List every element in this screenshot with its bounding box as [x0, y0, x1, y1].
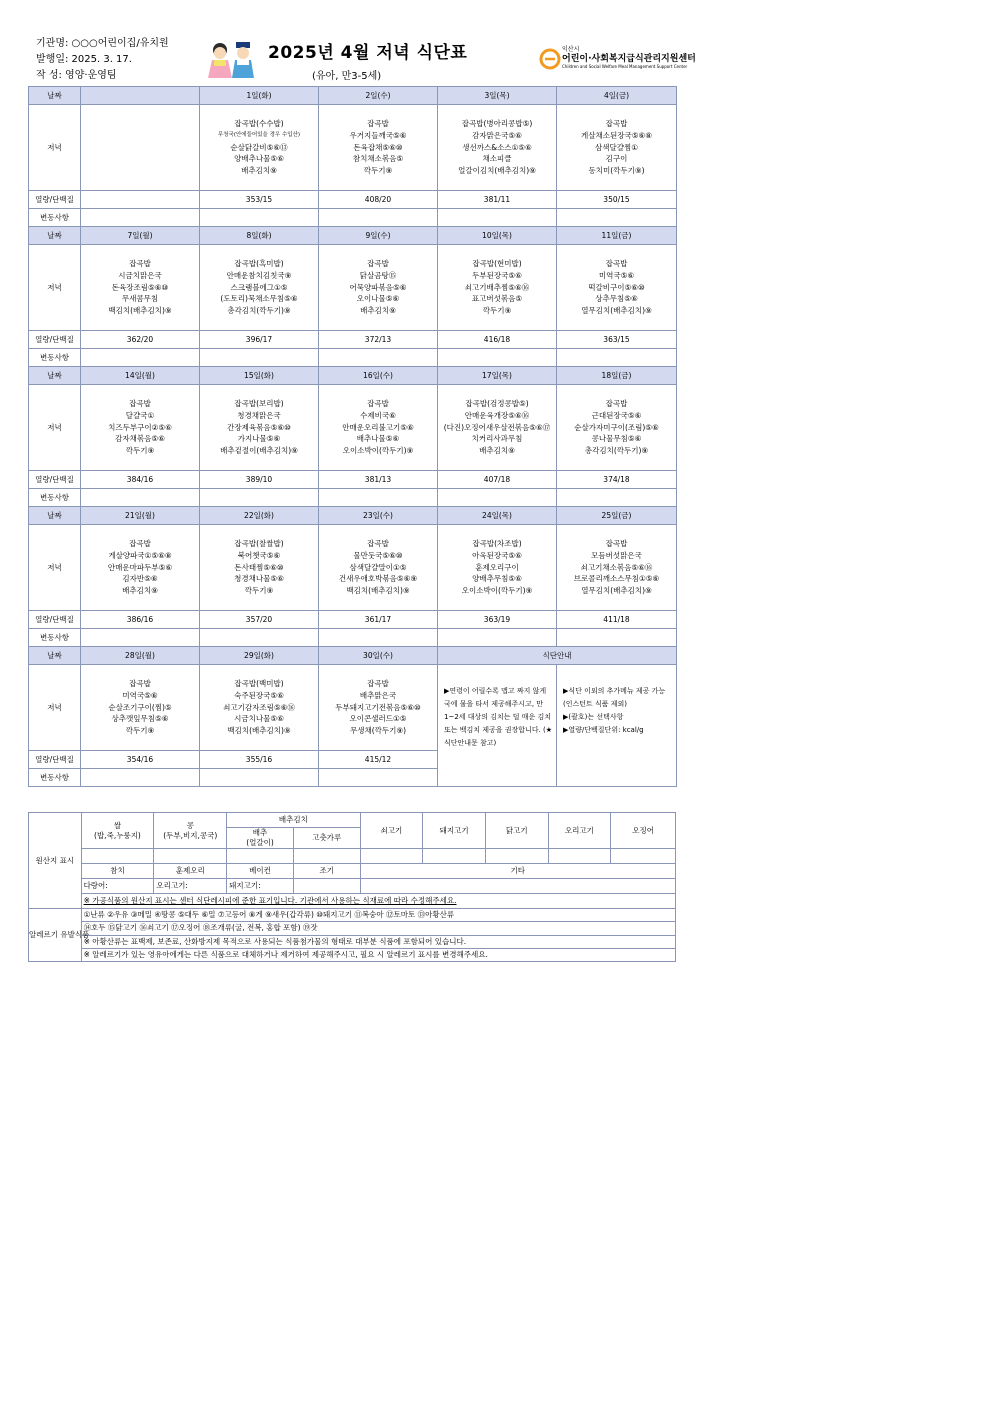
origin-value — [485, 849, 548, 864]
day-kcal: 408/20 — [319, 191, 438, 209]
guide-right-line: (인스턴트 식품 제외) — [563, 700, 628, 708]
origin-label: 원산지 표시 — [29, 813, 82, 909]
day-menu — [81, 665, 200, 751]
day-kcal: 363/19 — [438, 611, 557, 629]
day-menu — [81, 385, 200, 471]
day-menu — [81, 245, 200, 331]
menu-item: 잡곡밥 — [129, 399, 151, 408]
dinner-row — [29, 105, 677, 191]
allergy-line-3: ※ 아황산류는 표백제, 보존료, 산화방지제 목적으로 사용되는 식품첨가물의 형태로 대부분 식품에 포함되어 있습니다. — [81, 935, 675, 948]
menu-item: 감자채볶음⑤⑥ — [115, 434, 165, 444]
day-change — [200, 769, 319, 787]
menu-item: 백김치(배추김치)⑨ — [346, 586, 410, 596]
day-kcal: 363/15 — [557, 331, 677, 349]
menu-item: 배추겉절이(배추김치)⑨ — [220, 446, 298, 456]
menu-item: 쇠고기채소볶음⑤⑥⑯ — [580, 562, 653, 572]
origin-value — [423, 849, 486, 864]
menu-item: 김자반⑤⑥ — [122, 574, 158, 584]
menu-item: 잡곡밥(병아리콩밥⑤) — [461, 119, 533, 128]
menu-item: 브로콜리깨소스무침①⑤⑥ — [573, 574, 660, 584]
change-label: 변동사항 — [29, 629, 81, 647]
day-change — [557, 349, 677, 367]
menu-item: 우거지들깨국⑤⑥ — [349, 130, 407, 140]
author: 작 성: 영양·운영팀 — [36, 70, 117, 81]
day-menu — [319, 665, 438, 751]
origin-table — [28, 812, 676, 962]
menu-item: 오이콘샐러드①⑤ — [349, 714, 407, 724]
menu-item: 잡곡밥 — [605, 259, 628, 268]
menu-item: 동치미(깍두기⑨) — [588, 166, 645, 176]
origin-value — [611, 849, 676, 864]
day-change — [81, 489, 200, 507]
origin-note: ※ 가공식품의 원산지 표시는 센터 식단레시피에 준한 표기입니다. 기관에서 사용하는 식재료에 따라 수정해주세요. — [81, 894, 675, 909]
origin-beef: 쇠고기 — [360, 813, 423, 849]
day-date: 25일(금) — [557, 507, 677, 525]
day-date: 7일(월) — [81, 227, 200, 245]
day-menu — [557, 525, 677, 611]
day-change — [81, 769, 200, 787]
day-menu — [81, 525, 200, 611]
day-menu — [81, 105, 200, 191]
day-kcal — [81, 191, 200, 209]
day-change — [438, 349, 557, 367]
day-date: 22일(화) — [200, 507, 319, 525]
menu-item: 시금치나물⑤⑥ — [234, 714, 284, 724]
day-change — [319, 629, 438, 647]
day-menu — [557, 245, 677, 331]
day-change — [319, 209, 438, 227]
day-date: 8일(화) — [200, 227, 319, 245]
kcal-label: 열량/단백질 — [29, 611, 81, 629]
kcal-row — [29, 611, 677, 629]
guide-right-line: ▶(괄호)는 선택사항 — [563, 713, 624, 721]
day-menu — [438, 105, 557, 191]
logo-city: 익산시 — [562, 46, 580, 53]
day-change — [81, 209, 200, 227]
logo-english: Children and Social Welfare Meal Management Support Center — [562, 64, 688, 69]
menu-item: 미역국⑤⑥ — [598, 270, 635, 280]
date-row — [29, 227, 677, 245]
menu-item: 북어챗국⑤⑥ — [237, 550, 281, 560]
day-change — [438, 209, 557, 227]
day-date: 11일(금) — [557, 227, 677, 245]
menu-item: 안매운오리불고기⑤⑥ — [342, 422, 414, 432]
menu-item: 안매운마파두부⑤⑥ — [107, 562, 173, 572]
origin-duck-label: 오리고기: — [154, 879, 227, 894]
menu-item: 잡곡밥(차조밥) — [472, 539, 522, 548]
menu-item: 청경채나물⑤⑥ — [234, 574, 284, 584]
allergy-label: 알레르기 유발식품 — [29, 909, 82, 962]
day-kcal: 389/10 — [200, 471, 319, 489]
kids-illustration — [204, 38, 260, 80]
dinner-label: 저녁 — [29, 385, 81, 471]
day-kcal: 353/15 — [200, 191, 319, 209]
day-menu — [200, 105, 319, 191]
menu-item: 스크램블에그①⑤ — [230, 282, 288, 292]
day-change — [200, 629, 319, 647]
dinner-row — [29, 665, 677, 751]
menu-item: 배추김치⑨ — [241, 166, 277, 176]
menu-item: 달걀국① — [125, 410, 155, 420]
menu-item: 안매운육개장⑤⑥⑯ — [464, 410, 530, 420]
menu-item: 배추나물⑤⑥ — [356, 434, 400, 444]
day-menu — [438, 385, 557, 471]
menu-item: 시금치맑은국 — [118, 270, 162, 280]
day-kcal: 372/13 — [319, 331, 438, 349]
menu-item: (도토리)묵채소무침⑤⑥ — [220, 294, 298, 304]
day-menu — [319, 385, 438, 471]
dinner-label: 저녁 — [29, 245, 81, 331]
dinner-label: 저녁 — [29, 525, 81, 611]
day-menu — [319, 245, 438, 331]
menu-item: 숙주된장국⑤⑥ — [234, 690, 284, 700]
date-label: 날짜 — [29, 647, 81, 665]
menu-item: 잡곡밥(찰쌀밥) — [234, 539, 284, 548]
menu-item: 청경채맑은국 — [237, 410, 281, 420]
origin-duck: 오리고기 — [548, 813, 611, 849]
menu-item: 게살양파국①⑤⑥⑧ — [108, 550, 172, 560]
day-change — [557, 489, 677, 507]
origin-value — [81, 849, 154, 864]
date-label: 날짜 — [29, 367, 81, 385]
menu-item: 깍두기⑨ — [482, 306, 512, 316]
menu-item: 총각김치(깍두기)⑨ — [584, 446, 649, 456]
menu-item: 근대된장국⑤⑥ — [591, 410, 642, 420]
menu-item: 잡곡밥 — [367, 399, 389, 408]
dinner-label: 저녁 — [29, 105, 81, 191]
day-kcal: 381/13 — [319, 471, 438, 489]
menu-item: 백김치(배추김치)⑨ — [108, 306, 172, 316]
day-menu — [200, 665, 319, 751]
day-date: 29일(화) — [200, 647, 319, 665]
change-label: 변동사항 — [29, 349, 81, 367]
menu-item: 가지나물⑤⑥ — [237, 434, 281, 444]
day-menu — [438, 525, 557, 611]
logo-name: 어린이·사회복지급식관리지원센터 — [562, 54, 696, 64]
day-menu — [319, 105, 438, 191]
day-kcal: 361/17 — [319, 611, 438, 629]
day-kcal: 355/16 — [200, 751, 319, 769]
change-row — [29, 629, 677, 647]
allergy-line-1: ①난류 ②우유 ③메밀 ④땅콩 ⑤대두 ⑥밀 ⑦고등어 ⑧게 ⑨새우(갑각류) ⑩돼지고기 ⑪복숭아 ⑫토마토 ⑬아황산류 — [81, 909, 675, 922]
menu-item: 배추김치⑨ — [479, 446, 515, 456]
origin-value — [293, 879, 360, 894]
menu-item: 잡곡밥(백미밥) — [234, 679, 284, 688]
day-change — [319, 489, 438, 507]
menu-item: 어묵양파볶음⑤⑥ — [349, 282, 407, 292]
change-label: 변동사항 — [29, 769, 81, 787]
day-date: 1일(화) — [200, 87, 319, 105]
day-kcal: 357/20 — [200, 611, 319, 629]
menu-item: 순살조기구이(찜)⑤ — [108, 702, 172, 712]
menu-item: 두부돼지고기전볶음⑤⑥⑩ — [335, 702, 421, 712]
institution-name: 기관명: ○○○어린이집/유치원 — [36, 38, 169, 49]
guide-right-line: ▶열량/단백질단위: kcal/g — [563, 726, 644, 734]
origin-value — [154, 849, 227, 864]
date-label: 날짜 — [29, 507, 81, 525]
menu-item: 무생채(깍두기⑨) — [349, 726, 407, 736]
day-date: 2일(수) — [319, 87, 438, 105]
menu-item: 미역국⑤⑥ — [122, 690, 158, 700]
menu-item: 건새우애호박볶음⑤⑥⑨ — [338, 574, 418, 584]
guide-right-line: ▶식단 이외의 추가메뉴 제공 가능 — [563, 687, 666, 695]
menu-item: 오이나물⑤⑥ — [356, 294, 400, 304]
kcal-label: 열량/단백질 — [29, 331, 81, 349]
day-kcal: 386/16 — [81, 611, 200, 629]
dinner-row — [29, 525, 677, 611]
day-change — [438, 489, 557, 507]
date-row — [29, 367, 677, 385]
day-kcal: 350/15 — [557, 191, 677, 209]
day-date: 21일(월) — [81, 507, 200, 525]
day-change — [557, 629, 677, 647]
change-label: 변동사항 — [29, 489, 81, 507]
day-kcal: 415/12 — [319, 751, 438, 769]
origin-croaker: 조기 — [293, 864, 360, 879]
origin-pork: 돼지고기 — [423, 813, 486, 849]
menu-item: 감자맑은국⑤⑥ — [472, 130, 522, 140]
menu-item: (다진)오징어새우살전볶음⑤⑥⑰ — [443, 422, 551, 432]
day-kcal: 416/18 — [438, 331, 557, 349]
menu-item: 아욱된장국⑤⑥ — [472, 550, 522, 560]
menu-item: 잡곡밥 — [605, 119, 628, 128]
logo-icon — [540, 46, 560, 72]
day-date: 17일(목) — [438, 367, 557, 385]
kcal-label: 열량/단백질 — [29, 751, 81, 769]
date-label: 날짜 — [29, 87, 81, 105]
menu-item: 배추김치⑨ — [122, 586, 158, 596]
change-label: 변동사항 — [29, 209, 81, 227]
menu-item: 배추김치⑨ — [360, 306, 396, 316]
menu-item: 삼색달걀찜① — [595, 142, 638, 152]
day-menu — [319, 525, 438, 611]
origin-value — [293, 849, 360, 864]
menu-item: 잡곡밥(수수밥) — [234, 119, 284, 128]
day-change — [81, 629, 200, 647]
day-kcal: 411/18 — [557, 611, 677, 629]
guide-left: ▶연령이 어릴수록 맵고 짜지 않게 국에 물을 타서 제공해주시고, 만1~2세 대상의 김치는 덜 매운 김치 또는 백김치 제공을 권장합니다. (★식단안내문 참고) — [438, 665, 557, 787]
day-change — [81, 349, 200, 367]
menu-item: 배추맑은국 — [359, 690, 397, 700]
dinner-label: 저녁 — [29, 665, 81, 751]
menu-item: 깍두기⑨ — [125, 446, 155, 456]
kcal-row — [29, 191, 677, 209]
date-row — [29, 507, 677, 525]
menu-item: 잡곡밥(검정콩밥⑤) — [465, 399, 529, 408]
day-date: 3일(목) — [438, 87, 557, 105]
menu-item: 양배추무침⑤⑥ — [472, 574, 522, 584]
day-change — [438, 629, 557, 647]
day-kcal: 374/18 — [557, 471, 677, 489]
origin-smoked-duck: 훈제오리 — [154, 864, 227, 879]
menu-item: 상추깻잎무침⑤⑥ — [111, 714, 169, 724]
dinner-row — [29, 385, 677, 471]
day-date: 10일(목) — [438, 227, 557, 245]
kcal-row — [29, 331, 677, 349]
menu-item: 열무김치(배추김치)⑨ — [581, 306, 652, 316]
day-date: 30일(수) — [319, 647, 438, 665]
day-kcal: 407/18 — [438, 471, 557, 489]
menu-table — [28, 86, 677, 787]
change-row — [29, 209, 677, 227]
kcal-row — [29, 471, 677, 489]
menu-item: 오이소박이(깍두기)⑨ — [461, 586, 533, 596]
origin-value — [360, 879, 675, 894]
menu-item: 잡곡밥 — [367, 679, 389, 688]
day-change — [200, 489, 319, 507]
day-date: 23일(수) — [319, 507, 438, 525]
day-change — [557, 209, 677, 227]
menu-item: 돈사태찜⑤⑥⑩ — [234, 562, 284, 572]
menu-item: 모듬버섯맑은국 — [591, 550, 642, 560]
day-kcal: 362/20 — [81, 331, 200, 349]
menu-item: 깍두기⑨ — [244, 586, 274, 596]
menu-item: 양배추나물⑤⑥ — [234, 154, 284, 164]
menu-item: 잡곡밥(현미밥) — [472, 259, 522, 268]
menu-item: 열무김치(배추김치)⑨ — [581, 586, 652, 596]
kcal-label: 열량/단백질 — [29, 191, 81, 209]
origin-rice: 쌀 (밥,죽,누룽지) — [81, 813, 154, 849]
origin-kimchi: 배추김치 — [227, 813, 360, 828]
origin-bean: 콩 (두부,비지,콩국) — [154, 813, 227, 849]
kcal-label: 열량/단백질 — [29, 471, 81, 489]
day-kcal: 381/11 — [438, 191, 557, 209]
menu-item: 순살닭갈비⑤⑥⑬ — [230, 142, 288, 152]
menu-item: 참치채소볶음⑤ — [352, 154, 404, 164]
origin-bacon: 베이컨 — [227, 864, 294, 879]
day-date: 16일(수) — [319, 367, 438, 385]
day-kcal: 354/16 — [81, 751, 200, 769]
origin-value — [360, 849, 423, 864]
menu-item: 닭살곰탕⑮ — [359, 270, 397, 280]
origin-pepper: 고춧가루 — [293, 828, 360, 849]
menu-item: 돈육잡채⑤⑥⑩ — [353, 142, 403, 152]
origin-value — [227, 849, 294, 864]
menu-item: 떡갈비구이⑤⑥⑩ — [588, 282, 645, 292]
menu-item: 물만둣국⑤⑥⑩ — [353, 550, 403, 560]
menu-item: 오이소박이(깍두기)⑨ — [342, 446, 414, 456]
menu-item: 잡곡밥 — [129, 259, 151, 268]
origin-tuna: 참치 — [81, 864, 154, 879]
menu-item: 삼색달걀말이①⑤ — [349, 562, 407, 572]
change-row — [29, 349, 677, 367]
allergy-line-2: ⑭호두 ⑮닭고기 ⑯쇠고기 ⑰오징어 ⑱조개류(굴, 전복, 홍합 포함) ⑲잣 — [81, 922, 675, 935]
menu-item: 잡곡밥(흑미밥) — [234, 259, 284, 268]
menu-item: 잡곡밥 — [605, 539, 628, 548]
menu-item: 잡곡밥 — [129, 679, 151, 688]
day-menu — [200, 525, 319, 611]
menu-item: 게살채소된장국⑤⑥⑧ — [581, 130, 652, 140]
menu-item: 수제비국⑥ — [360, 410, 396, 420]
menu-item: 치즈두부구이②⑤⑥ — [108, 422, 172, 432]
menu-item: 훈제오리구이 — [475, 562, 519, 572]
menu-item: 치커리사과무침 — [471, 434, 523, 444]
day-menu — [200, 245, 319, 331]
menu-item: 깍두기⑨ — [363, 166, 393, 176]
menu-item: 잡곡밥 — [129, 539, 151, 548]
day-date — [81, 87, 200, 105]
origin-pork-label: 돼지고기: — [227, 879, 294, 894]
menu-item: 잡곡밥 — [605, 399, 628, 408]
day-date: 15일(화) — [200, 367, 319, 385]
day-menu — [200, 385, 319, 471]
guide-title: 식단안내 — [438, 647, 677, 665]
menu-item: 안매운참치김칫국⑨ — [226, 270, 292, 280]
center-logo — [540, 44, 696, 74]
day-date: 28일(월) — [81, 647, 200, 665]
menu-item: 무청국(안에들어있을 경우 수입산) — [217, 131, 301, 138]
menu-item: 돈육장조림⑤⑥⑩ — [111, 282, 169, 292]
origin-squid: 오징어 — [611, 813, 676, 849]
dinner-row — [29, 245, 677, 331]
menu-item: 두부된장국⑤⑥ — [472, 270, 522, 280]
change-row — [29, 489, 677, 507]
menu-item: 쇠고기감자조림⑤⑥⑯ — [223, 702, 295, 712]
menu-item: 채소피클 — [482, 154, 512, 164]
header-info — [36, 36, 169, 84]
menu-item: 무새콤무침 — [121, 294, 159, 304]
day-menu — [557, 385, 677, 471]
menu-item: 쇠고기배추찜⑤⑥⑯ — [464, 282, 530, 292]
day-date: 18일(금) — [557, 367, 677, 385]
menu-item: 콩나물무침⑤⑥ — [591, 434, 642, 444]
origin-octopus-label: 다랑어: — [81, 879, 154, 894]
menu-item: 표고버섯볶음⑤ — [471, 294, 523, 304]
menu-item: 잡곡밥 — [367, 259, 389, 268]
day-menu — [438, 245, 557, 331]
menu-item: 김구이 — [605, 154, 628, 164]
day-date: 9일(수) — [319, 227, 438, 245]
guide-right — [557, 665, 677, 787]
menu-item: 잡곡밥 — [367, 539, 389, 548]
issue-date: 발행일: 2025. 3. 17. — [36, 54, 132, 65]
menu-item: 깍두기⑨ — [125, 726, 155, 736]
origin-cabbage: 배추 (얼갈이) — [227, 828, 294, 849]
day-kcal: 384/16 — [81, 471, 200, 489]
allergy-line-4: ※ 알레르기가 있는 영유아에게는 다른 식품으로 대체하거나 제거하여 제공해주시고, 필요 시 알레르기 표시를 변경해주세요. — [81, 948, 675, 961]
menu-item: 잡곡밥(보리밥) — [234, 399, 284, 408]
day-change — [200, 209, 319, 227]
menu-item: 총각김치(깍두기)⑨ — [227, 306, 291, 316]
day-date: 24일(목) — [438, 507, 557, 525]
menu-item: 잡곡밥 — [367, 119, 389, 128]
origin-etc: 기타 — [360, 864, 675, 879]
menu-item: 간장제육볶음⑤⑥⑩ — [227, 422, 291, 432]
origin-value — [548, 849, 611, 864]
day-menu — [557, 105, 677, 191]
menu-item: 백김치(배추김치)⑨ — [227, 726, 291, 736]
day-change — [200, 349, 319, 367]
day-change — [319, 769, 438, 787]
date-row — [29, 87, 677, 105]
day-change — [319, 349, 438, 367]
page-subtitle: (유아, 만3-5세) — [312, 71, 382, 82]
day-date: 14일(월) — [81, 367, 200, 385]
menu-item: 얼갈이김치(배추김치)⑨ — [458, 166, 536, 176]
day-date: 4일(금) — [557, 87, 677, 105]
menu-item: 순살가자미구이(조림)⑤⑥ — [574, 422, 659, 432]
origin-chicken: 닭고기 — [485, 813, 548, 849]
day-kcal: 396/17 — [200, 331, 319, 349]
menu-item: 상추무침⑤⑥ — [595, 294, 638, 304]
menu-item: 생선까스&소스①⑤⑥ — [462, 142, 532, 152]
date-row — [29, 647, 677, 665]
page-title: 2025년 4월 저녁 식단표 — [268, 43, 468, 63]
date-label: 날짜 — [29, 227, 81, 245]
